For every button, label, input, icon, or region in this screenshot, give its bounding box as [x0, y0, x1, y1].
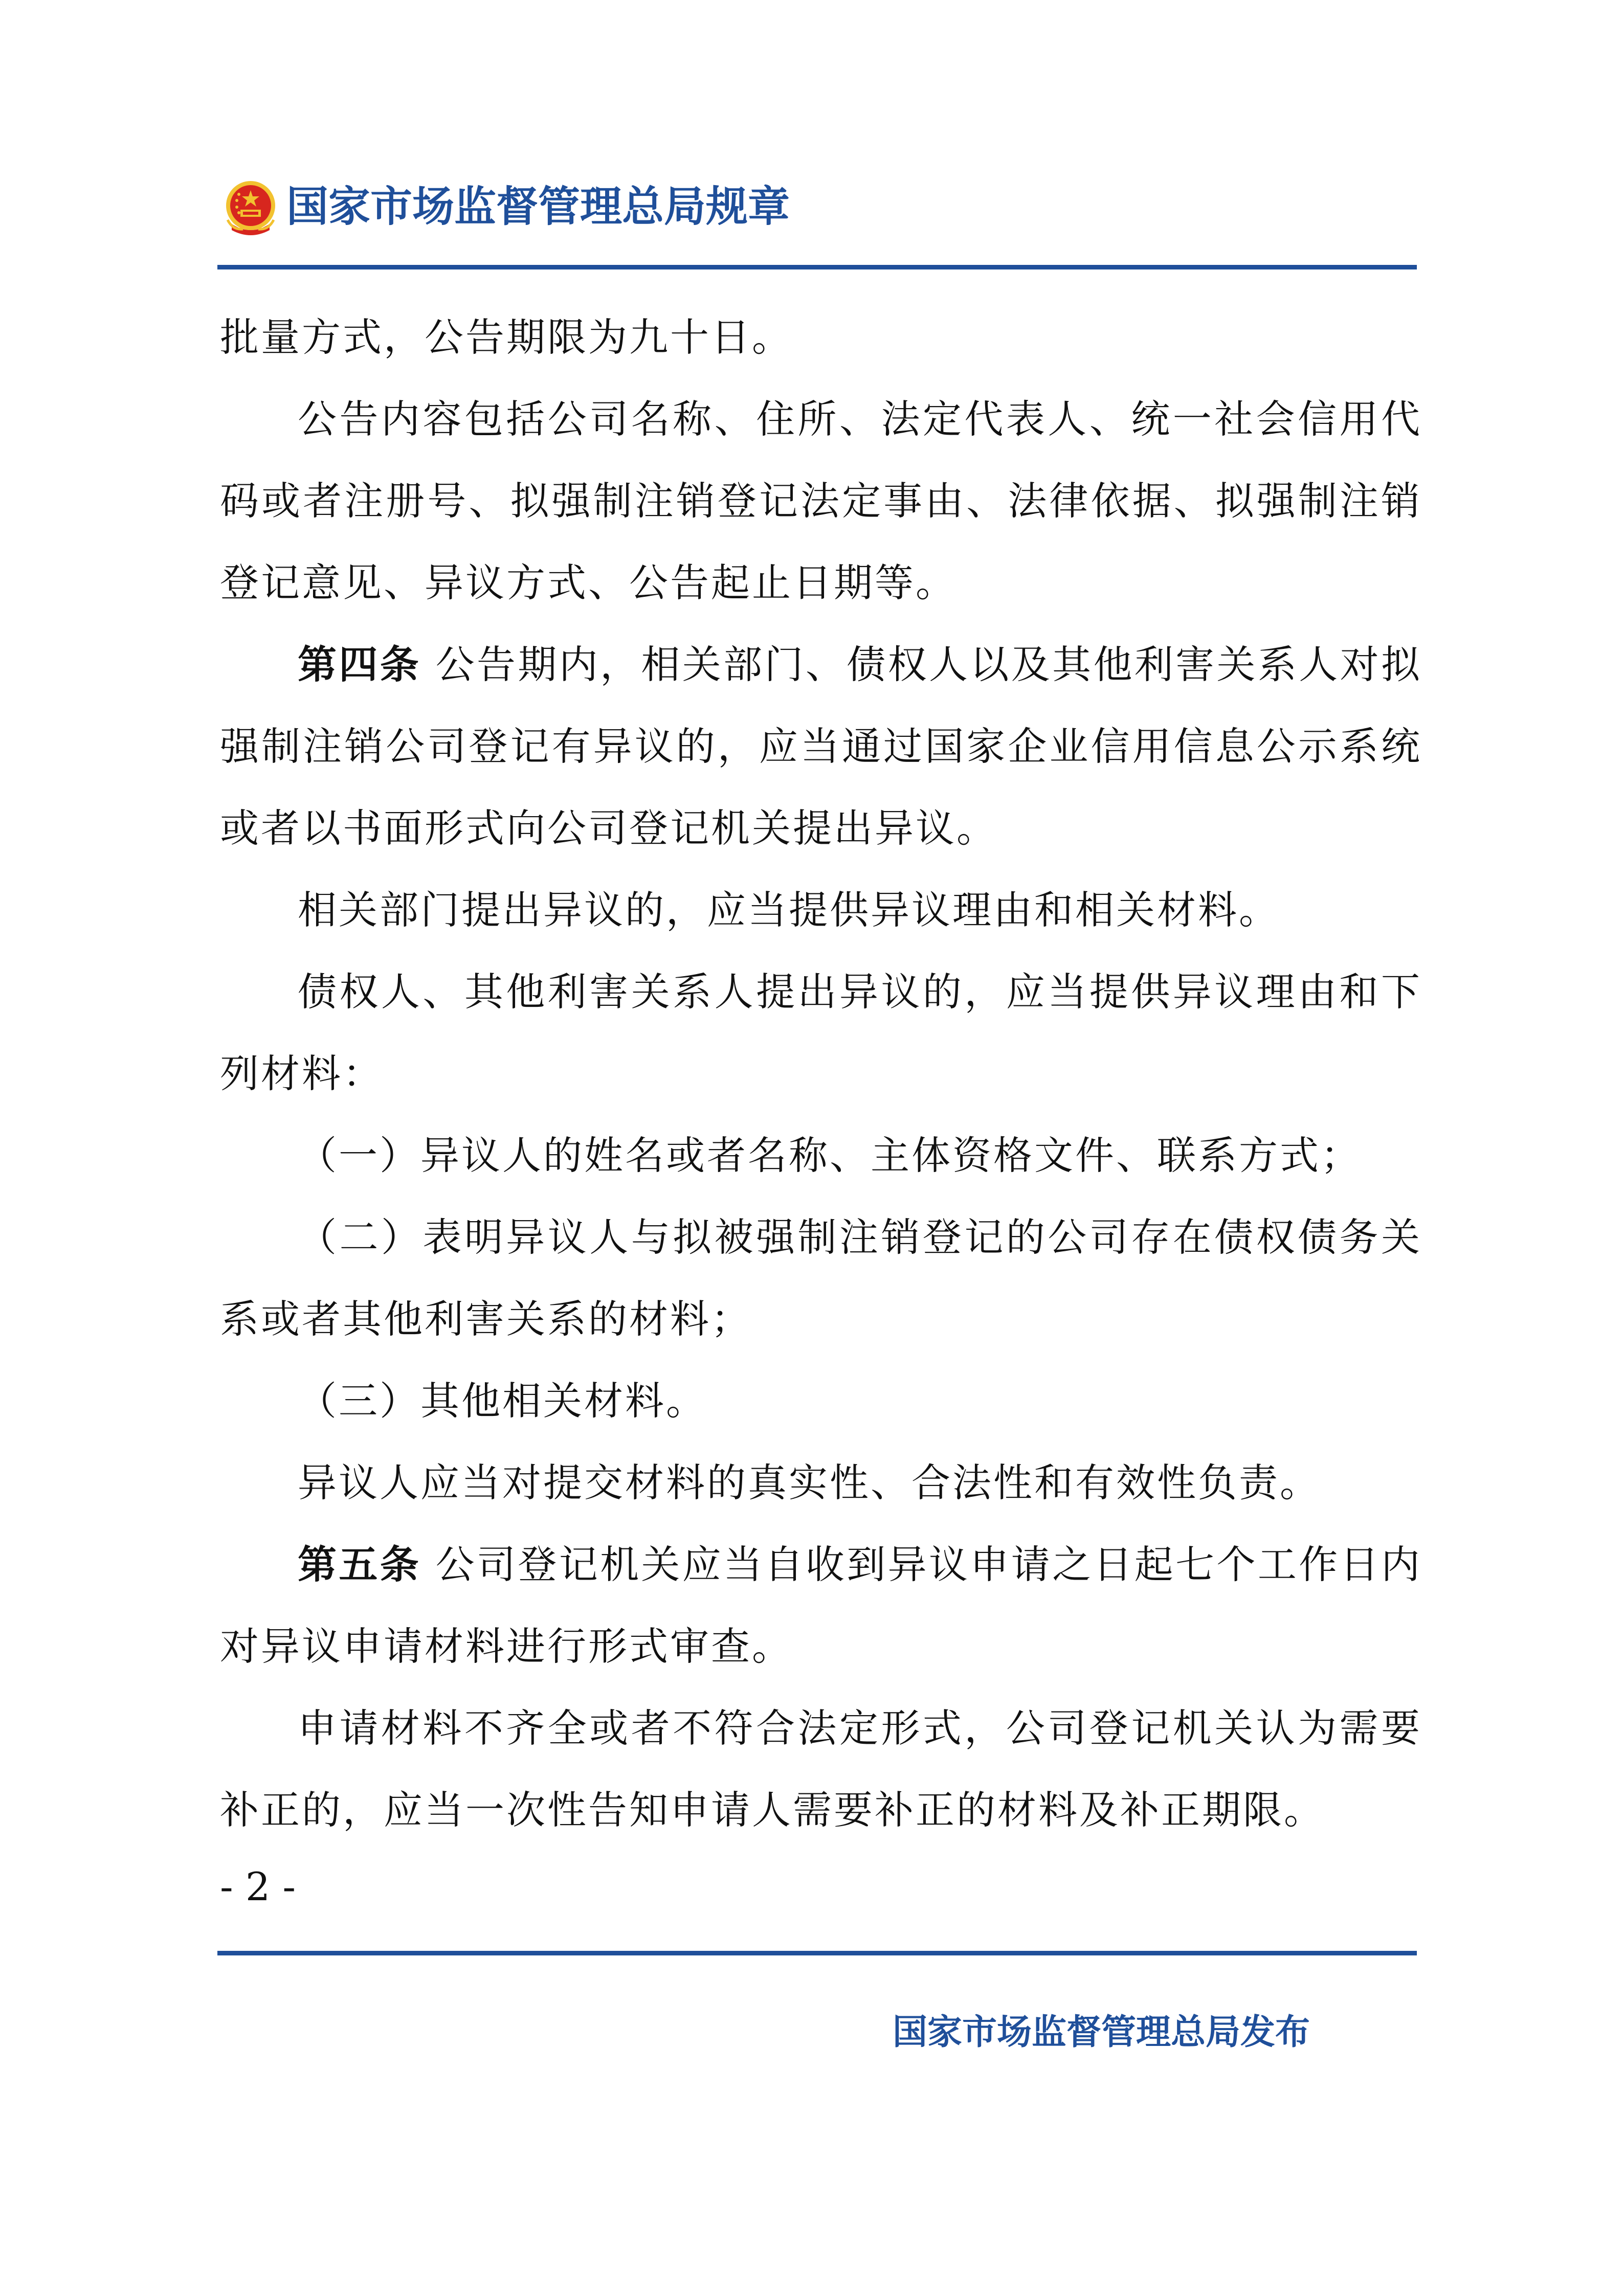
paragraph-article-four [220, 624, 1422, 869]
article-heading: 第五条 [298, 1542, 421, 1587]
paragraph: 相关部门提出异议的，应当提供异议理由和相关材料。 [298, 887, 1280, 933]
list-item: （一）异议人的姓名或者名称、主体资格文件、联系方式； [298, 1133, 1362, 1178]
footer-divider [217, 1951, 1417, 1955]
paragraph-article-five [220, 1524, 1422, 1687]
page-number: - 2 - [220, 1864, 296, 1909]
article-text: 公司登记机关应当自收到异议申请之日起七个工作日内对异议申请材料进行形式审查。 [220, 1542, 1422, 1669]
header-title: 国家市场监督管理总局规章 [286, 183, 790, 231]
list-item: （三）其他相关材料。 [298, 1378, 707, 1424]
paragraph-continuation: 批量方式，公告期限为九十日。 [220, 314, 793, 360]
document-body [220, 297, 1422, 1851]
paragraph: 债权人、其他利害关系人提出异议的，应当提供异议理由和下列材料： [220, 969, 1422, 1096]
footer-publisher: 国家市场监督管理总局发布 [893, 2012, 1310, 2053]
list-item: （二）表明异议人与拟被强制注销登记的公司存在债权债务关系或者其他利害关系的材料； [220, 1214, 1422, 1342]
paragraph: 申请材料不齐全或者不符合法定形式，公司登记机关认为需要补正的，应当一次性告知申请人需要补正的材料及补正期限。 [220, 1705, 1422, 1833]
paragraph: 异议人应当对提交材料的真实性、合法性和有效性负责。 [298, 1460, 1321, 1505]
header-divider [217, 265, 1417, 269]
document-header [217, 169, 1419, 251]
article-heading: 第四条 [298, 642, 421, 687]
paragraph: 公告内容包括公司名称、住所、法定代表人、统一社会信用代码或者注册号、拟强制注销登记法定事由、法律依据、拟强制注销登记意见、异议方式、公告起止日期等。 [220, 396, 1422, 605]
article-text: 公告期内，相关部门、债权人以及其他利害关系人对拟强制注销公司登记有异议的，应当通过国家企业信用信息公示系统或者以书面形式向公司登记机关提出异议。 [220, 642, 1422, 851]
national-emblem-icon [223, 179, 279, 238]
